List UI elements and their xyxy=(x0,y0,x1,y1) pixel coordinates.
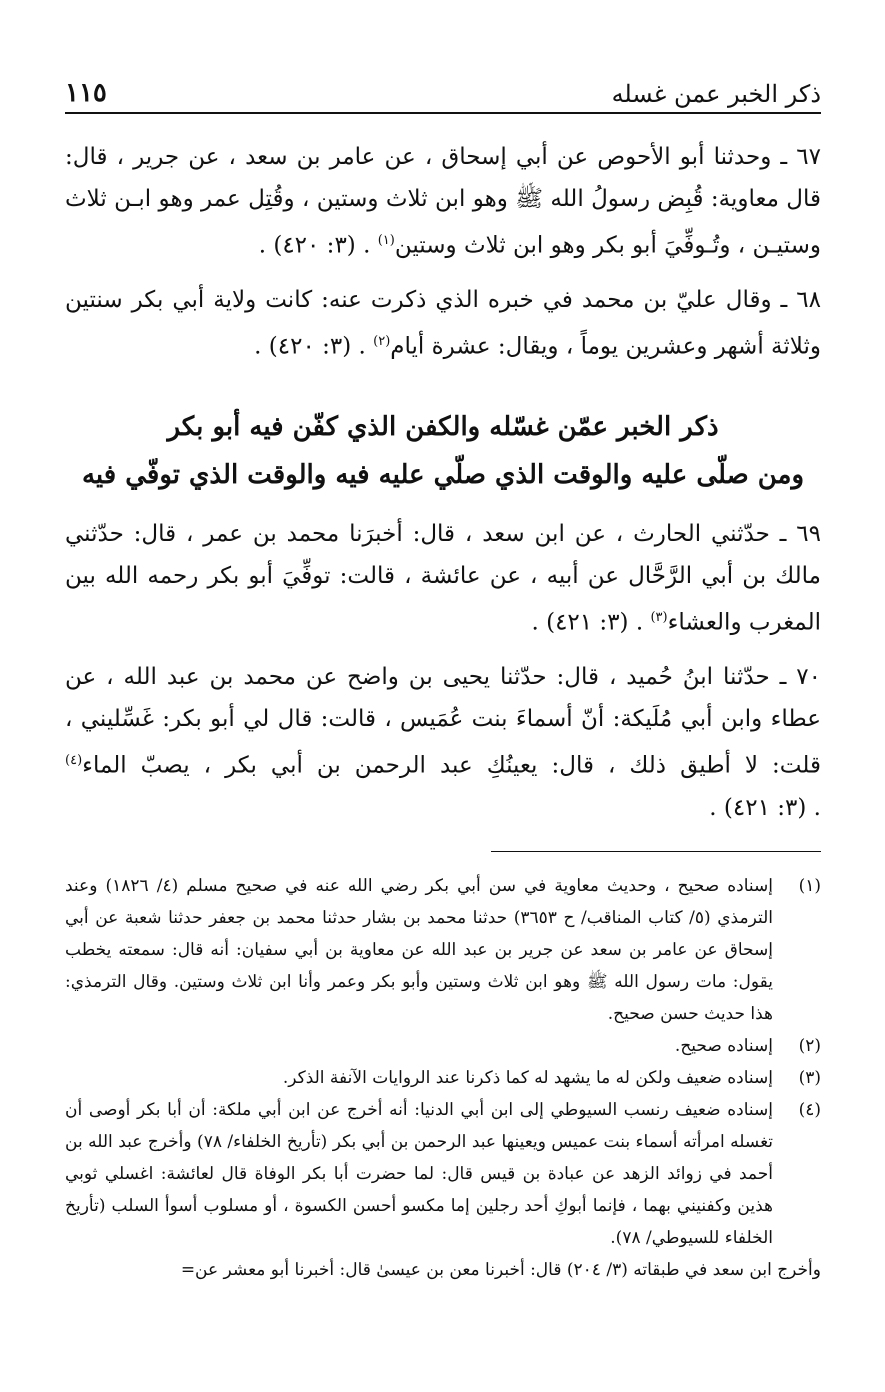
hadith-70-citation: . (٣: ٤٢١) . xyxy=(709,794,821,821)
footnote-text: إسناده صحيح. xyxy=(674,1035,773,1056)
footnote-marker-2[interactable]: (٢) xyxy=(373,333,391,349)
hadith-68 xyxy=(65,279,821,368)
hadith-70-text: ٧٠ ـ حدّثنا ابنُ حُميد ، قال: حدّثنا يحيى بن واضح عن محمد بن عبد الله ، عن عطاء وابن أبي مُلَيكة: أنّ أسماءَ بنت عُمَيس ، قالت: قال لي أبو بكر: غَسِّليني ، قلت: لا أطيق ذلك ، قال: يعينُكِ عبد الرحمن بن أبي بكر ، يصبّ الماء xyxy=(65,663,821,779)
hadith-69-text: ٦٩ ـ حدّثني الحارث ، عن ابن سعد ، قال: أخبرَنا محمد بن عمر ، قال: حدّثني مالك بن أبي الرَّحَّال عن أبيه ، عن عائشة ، قالت: توفِّيَ أبو بكر رحمه الله بين المغرب والعشاء xyxy=(65,521,821,636)
hadith-69-citation: . (٣: ٤٢١) . xyxy=(531,609,644,636)
footnote-marker-1[interactable]: (١) xyxy=(377,233,395,248)
page-number: ١١٥ xyxy=(65,78,107,108)
footnote-1 xyxy=(65,870,821,1030)
section-heading-line-2: ومن صلّى عليه والوقت الذي صلّي عليه فيه والوقت الذي توفّي فيه xyxy=(81,460,805,491)
footnote-number: (٢) xyxy=(798,1035,821,1056)
footnote-divider xyxy=(491,851,821,852)
footnote-number: (١) xyxy=(798,875,821,896)
footnotes xyxy=(65,870,821,1286)
footnote-continuation: وأخرج ابن سعد في طبقاته (٣/ ٢٠٤) قال: أخبرنا معن بن عيسىٰ قال: أخبرنا أبو معشر عن= xyxy=(180,1259,821,1280)
hadith-67-citation: . (٣: ٤٢٠) . xyxy=(258,232,371,259)
hadith-67-text: ٦٧ ـ وحدثنا أبو الأحوص عن أبي إسحاق ، عن عامر بن سعد ، عن جرير ، قال: قال معاوية: قُبِض رسولُ الله ﷺ وهو ابن ثلاث وستين ، وقُتِل عمر وهو ابـن ثلاث وستيـن ، وتُـوفِّيَ أبو بكر وهو ابن ثلاث وستين xyxy=(65,144,821,259)
hadith-69 xyxy=(65,513,821,644)
footnote-text: إسناده ضعيف رنسب السيوطي إلى ابن أبي الدنيا: أنه أخرج عن ابن أبي ملكة: أن أبا بكر أوصى أن تغسله امرأته أسماء بنت عميس ويعينها عبد الرحمن بن أبي بكر (تأريخ الخلفاء/ ٧٨) وأخرج عبد الله بن أحمد في زوائد الزهد عن عبادة بن قيس قال: لما حضرت أبا بكر الوفاة قال لعائشة: اغسلي ثوبي هذين وكفنيني بهما ، فإنما أبوكِ أحد رجلين إما مكسو أحسن الكسوة ، أو مسلوب أسوأ السلب (تأريخ الخلفاء للسيوطي/ ٧٨). xyxy=(65,1099,773,1248)
hadith-70 xyxy=(65,656,821,829)
hadith-68-text: ٦٨ ـ وقال عليّ بن محمد في خبره الذي ذكرت عنه: كانت ولاية أبي بكر سنتين وثلاثة أشهر وعشرين يوماً ، ويقال: عشرة أيام xyxy=(65,286,821,360)
page-header xyxy=(65,70,821,114)
running-title: ذكر الخبر عمن غسله xyxy=(611,80,821,108)
book-page xyxy=(65,70,821,1286)
footnote-3 xyxy=(65,1062,821,1094)
main-text xyxy=(65,136,821,829)
hadith-67 xyxy=(65,136,821,267)
footnote-marker-4[interactable]: (٤) xyxy=(65,752,83,768)
footnote-text: إسناده صحيح ، وحديث معاوية في سن أبي بكر رضي الله عنه في صحيح مسلم (٤/ ١٨٢٦) وعند الترمذي (٥/ كتاب المناقب/ ح ٣٦٥٣) حدثنا محمد بن بشار حدثنا محمد بن جعفر حدثنا شعبة عن أبي إسحاق عن عامر بن سعد عن جرير بن عبد الله عن معاوية بن أبي سفيان: أنه قال: سمعته يخطب يقول: مات رسول الله ﷺ وهو ابن ثلاث وستين وأبو بكر وعمر وأنا ابن ثلاث وستين. وقال الترمذي: هذا حديث حسن صحيح. xyxy=(65,875,774,1024)
section-heading-line-1: ذكر الخبر عمّن غسّله والكفن الذي كفّن فيه أبو بكر xyxy=(167,412,719,443)
hadith-68-citation: . (٣: ٤٢٠) . xyxy=(254,333,366,360)
footnote-marker-3[interactable]: (٣) xyxy=(650,610,668,626)
footnote-text: إسناده ضعيف ولكن له ما يشهد له كما ذكرنا عند الروايات الآنفة الذكر. xyxy=(282,1067,773,1088)
footnote-number: (٣) xyxy=(798,1067,821,1088)
section-heading xyxy=(65,403,821,499)
footnote-number: (٤) xyxy=(798,1099,821,1120)
footnote-4 xyxy=(65,1094,821,1254)
footnote-2 xyxy=(65,1030,821,1062)
